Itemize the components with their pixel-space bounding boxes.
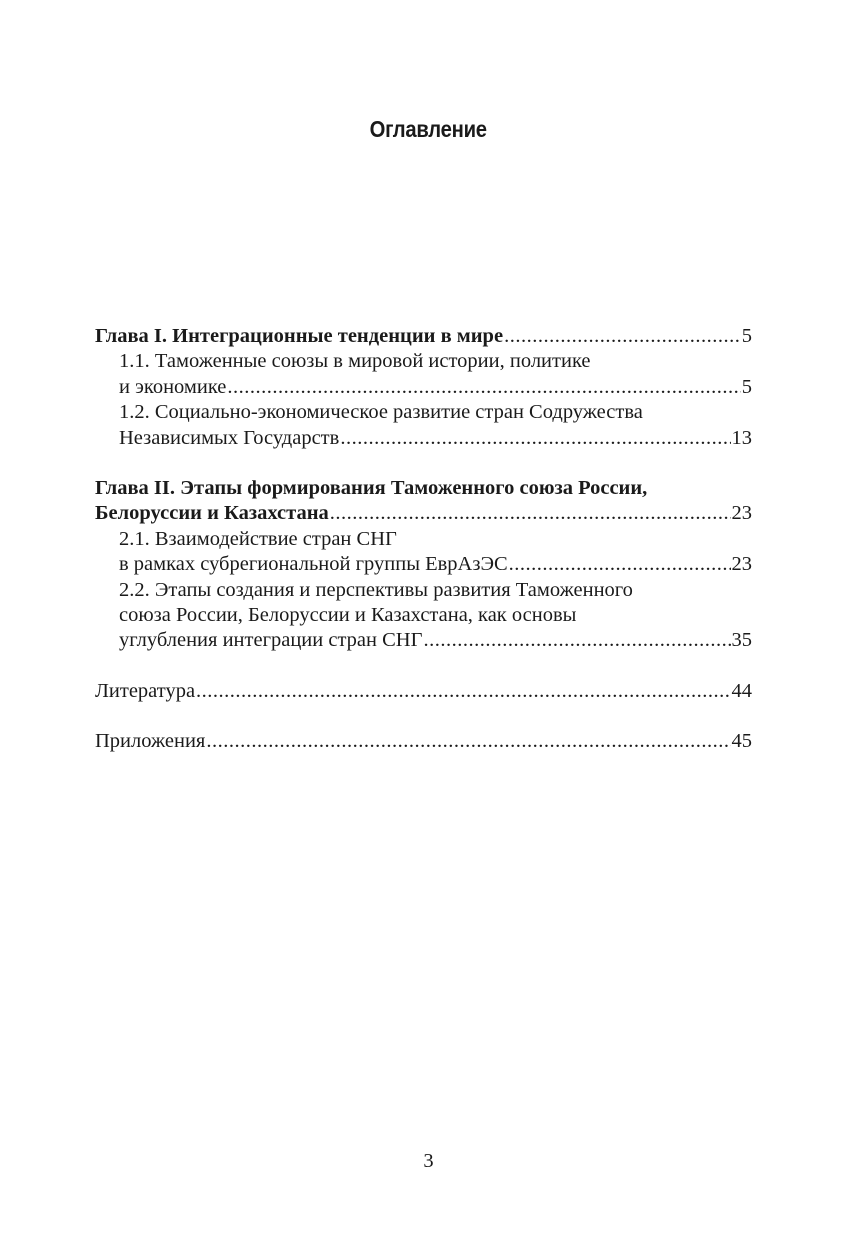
toc-section-2-1-title: 2.1. Взаимодействие стран СНГ <box>119 527 397 550</box>
toc-section-2-1-page: 23 <box>731 553 752 576</box>
toc-spacer <box>95 654 752 679</box>
toc-chapter-2-page: 23 <box>731 502 752 525</box>
toc-section-2-2-line-1[interactable] <box>95 578 752 603</box>
toc-section-1-2-title: 1.2. Социально-экономическое развитие стран Содружества <box>119 401 643 424</box>
toc-section-1-2-title-cont: Независимых Государств <box>119 426 340 449</box>
toc-literature[interactable] <box>95 679 752 704</box>
toc-section-1-2-page: 13 <box>731 426 752 449</box>
toc-section-1-1-line-2[interactable] <box>95 375 752 400</box>
toc-appendices-label: Приложения <box>95 730 206 753</box>
toc-literature-page: 44 <box>731 679 752 702</box>
toc-section-2-2-line-2[interactable] <box>95 603 752 628</box>
toc-section-2-2-title: 2.2. Этапы создания и перспективы развития Таможенного <box>119 578 633 601</box>
toc-section-2-2-page: 35 <box>731 629 752 652</box>
toc-section-2-2-title-cont: союза России, Белоруссии и Казахстана, как основы <box>119 603 577 626</box>
page-number: 3 <box>423 1150 434 1172</box>
toc-section-1-1-title-cont: и экономике <box>119 375 227 398</box>
toc-section-1-1-line-1[interactable] <box>95 349 752 374</box>
toc-chapter-1[interactable] <box>95 324 752 349</box>
toc-leader-dots <box>509 552 731 577</box>
toc-chapter-2-line-1[interactable] <box>95 476 752 501</box>
toc-chapter-1-page: 5 <box>741 325 752 347</box>
toc-spacer <box>95 704 752 729</box>
toc-section-2-2-line-3[interactable] <box>95 628 752 653</box>
toc-section-1-2-line-1[interactable] <box>95 400 752 425</box>
toc-leader-dots <box>504 324 741 349</box>
toc-appendices-page: 45 <box>731 730 752 753</box>
toc-section-1-2-line-2[interactable] <box>95 426 752 451</box>
page-title: Оглавление <box>369 116 487 142</box>
toc-chapter-1-title: Глава I. Интеграционные тенденции в мире <box>95 325 504 347</box>
toc-leader-dots <box>340 426 730 451</box>
toc-section-2-1-line-2[interactable] <box>95 552 752 577</box>
toc-leader-dots <box>423 628 730 653</box>
toc-literature-label: Литература <box>95 679 196 702</box>
toc-chapter-2-line-2[interactable] <box>95 501 752 526</box>
toc-chapter-2-title: Глава II. Этапы формирования Таможенного союза России, <box>95 476 648 499</box>
toc-leader-dots <box>196 679 730 704</box>
toc-leader-dots <box>206 729 730 754</box>
toc-leader-dots <box>227 375 740 400</box>
toc-section-1-1-title: 1.1. Таможенные союзы в мировой истории, политике <box>119 350 591 373</box>
toc-chapter-2-title-cont: Белоруссии и Казахстана <box>95 502 329 525</box>
table-of-contents <box>95 324 752 754</box>
toc-section-2-1-title-cont: в рамках субрегиональной группы ЕврАзЭС <box>119 553 508 576</box>
toc-leader-dots <box>330 501 731 526</box>
toc-section-1-1-page: 5 <box>741 375 752 398</box>
toc-appendices[interactable] <box>95 729 752 754</box>
toc-spacer <box>95 451 752 476</box>
toc-section-2-2-title-cont-2: углубления интеграции стран СНГ <box>119 629 423 652</box>
toc-section-2-1-line-1[interactable] <box>95 527 752 552</box>
